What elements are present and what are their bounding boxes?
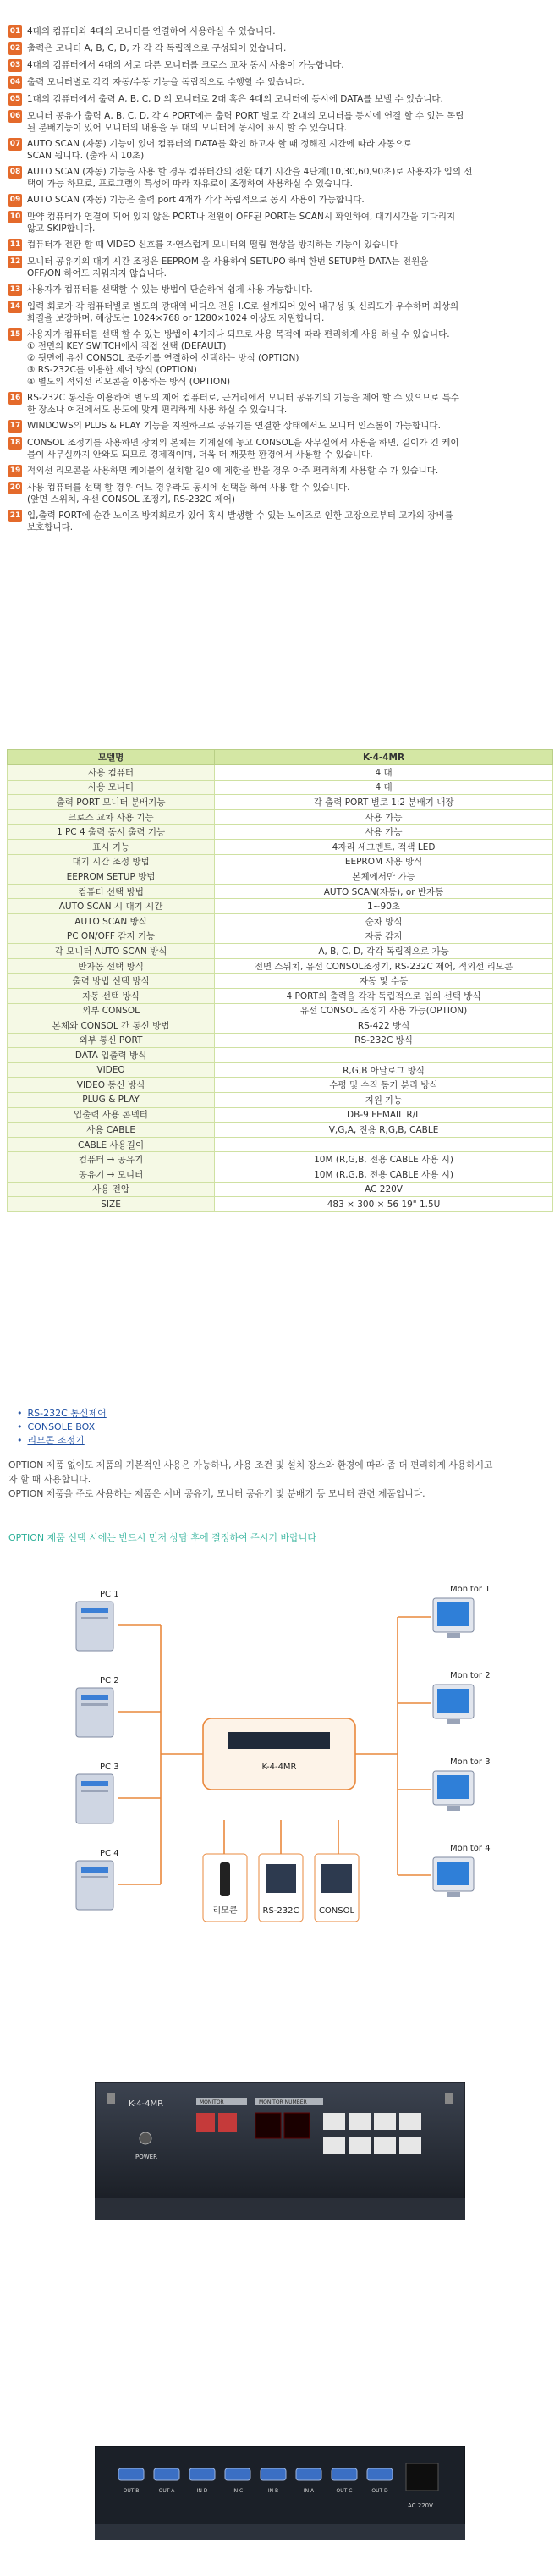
pc-2-icon xyxy=(76,1688,113,1737)
spec-row xyxy=(8,944,553,959)
back-power-label: AC 220V xyxy=(408,2502,433,2509)
monitor-3-label: Monitor 3 xyxy=(450,1757,491,1767)
front-switch[interactable] xyxy=(399,2137,421,2154)
spec-value: 4 대 xyxy=(215,780,553,795)
spec-value: 순차 방식 xyxy=(215,913,553,929)
spec-key: PC ON/OFF 감지 기능 xyxy=(8,929,215,944)
feature-item xyxy=(8,392,550,416)
desc-line: OPTION 제품을 주로 사용하는 제품은 서버 공유기, 모니터 공유기 및 분배기 등 모니터 관련 제품입니다. xyxy=(8,1488,425,1499)
panel-label-number-text: MONITOR NUMBER xyxy=(259,2099,307,2105)
feature-number-badge: 05 xyxy=(8,93,22,106)
remote-icon xyxy=(220,1862,230,1896)
spec-value: 10M (R,G,B, 전용 CABLE 사용 시) xyxy=(215,1167,553,1183)
spec-key: 출력 방법 선택 방식 xyxy=(8,974,215,989)
spec-value: 4자리 세그멘트, 적색 LED xyxy=(215,839,553,854)
pc-1-label: PC 1 xyxy=(100,1590,119,1599)
front-switch[interactable] xyxy=(218,2113,237,2132)
feature-item xyxy=(8,138,550,162)
feature-text: 적외선 리모콘을 사용하면 케이블의 설치할 길이에 제한을 받을 경우 아주 편리하게 사용할 수 가 있습니다. xyxy=(27,466,439,476)
spec-header-value: K-4-4MR xyxy=(215,750,553,765)
db-port xyxy=(154,2468,179,2480)
spec-key: 크로스 교차 사용 기능 xyxy=(8,809,215,825)
option-item xyxy=(17,1420,107,1434)
spec-row xyxy=(8,929,553,944)
feature-text: 1대의 컴퓨터에서 출력 A, B, C, D 의 모니터로 2대 혹은 4대의 모니터에 동시에 DATA를 보낼 수 있습니다. xyxy=(27,94,443,104)
option-list xyxy=(17,1407,107,1448)
feature-item xyxy=(8,110,550,134)
spec-row xyxy=(8,1078,553,1093)
front-switch[interactable] xyxy=(374,2137,396,2154)
feature-text: 컴퓨터가 전환 할 때 VIDEO 신호를 자연스럽게 모니터의 떨림 현상을 방지하는 기능이 있습니다 xyxy=(27,240,398,250)
spec-row xyxy=(8,765,553,781)
device-label: K-4-4MR xyxy=(261,1762,297,1772)
db-port-label: IN A xyxy=(303,2488,315,2494)
power-inlet xyxy=(406,2463,438,2491)
spec-value: 지원 가능 xyxy=(215,1093,553,1108)
feature-item xyxy=(8,284,550,296)
led-display xyxy=(284,2113,310,2138)
db-port-label: OUT A xyxy=(158,2488,175,2494)
feature-text: 모니터 공유가 출력 A, B, C, D, 각 4 PORT에는 출력 PORT 별로 각 2대의 모니터를 동시에 연결 할 수 있는 독립 된 분배기능이 있어 모니터의 내용을 두 대의 모니터에 동시에 표시 할 수 있습니다. xyxy=(27,111,464,133)
spec-key: 외부 통신 PORT xyxy=(8,1033,215,1048)
feature-item xyxy=(8,301,550,324)
spec-value: 본체에서만 가능 xyxy=(215,869,553,885)
feature-text: AUTO SCAN (자동) 기능은 출력 port 4개가 각각 독립적으로 동시 사용이 가능합니다. xyxy=(27,195,365,205)
feature-number-badge: 09 xyxy=(8,194,22,207)
feature-text: 출력 모니터별로 각각 자동/수동 기능을 독립적으로 수행할 수 있습니다. xyxy=(27,77,305,87)
spec-key: 1 PC 4 출력 동시 출력 기능 xyxy=(8,825,215,840)
spec-key: 대기 시간 조정 방법 xyxy=(8,854,215,869)
feature-number-badge: 08 xyxy=(8,166,22,179)
pc-3-label: PC 3 xyxy=(100,1762,119,1772)
spec-key: AUTO SCAN 시 대기 시간 xyxy=(8,899,215,914)
db-port-label: IN B xyxy=(267,2488,279,2494)
feature-item xyxy=(8,328,550,388)
front-switch[interactable] xyxy=(349,2137,371,2154)
spec-key: AUTO SCAN 방식 xyxy=(8,913,215,929)
pc-1-icon xyxy=(76,1602,113,1651)
feature-item xyxy=(8,420,550,433)
spec-value: 전면 스위치, 유선 CONSOL조정기, RS-232C 제어, 적외선 리모콘 xyxy=(215,958,553,974)
spec-value: 사용 가능 xyxy=(215,809,553,825)
option-link-rs232c[interactable]: RS-232C 통신제어 xyxy=(27,1408,107,1419)
spec-key: 공유기 → 모니터 xyxy=(8,1167,215,1183)
feature-item xyxy=(8,211,550,234)
spec-value: 각 출력 PORT 별로 1:2 분배기 내장 xyxy=(215,795,553,810)
spec-row xyxy=(8,1048,553,1063)
device-front-photo xyxy=(95,2074,465,2230)
feature-text: 4대의 컴퓨터에서 4대의 서로 다른 모니터를 크로스 교차 동시 사용이 가능합니다. xyxy=(27,60,344,70)
feature-text: 사용자가 컴퓨터를 선택할 수 있는 방법이 단순하여 쉽게 사용 가능합니다. xyxy=(27,284,313,295)
spec-row xyxy=(8,958,553,974)
option-description xyxy=(8,1458,550,1501)
db-port xyxy=(118,2468,144,2480)
option-item xyxy=(17,1434,107,1448)
feature-text: WINDOWS의 PLUS & PLAY 기능을 지원하므로 공유기를 연결한 상태에서도 모니터 인스톨이 가능합니다. xyxy=(27,421,441,431)
front-switch[interactable] xyxy=(323,2137,345,2154)
spec-key: 컴퓨터 → 공유기 xyxy=(8,1152,215,1167)
spec-row xyxy=(8,1137,553,1152)
monitor-3-icon xyxy=(433,1771,474,1811)
pc-2-label: PC 2 xyxy=(100,1676,119,1685)
feature-number-badge: 06 xyxy=(8,110,22,123)
pc-4-label: PC 4 xyxy=(100,1849,119,1858)
spec-key: VIDEO 동신 방식 xyxy=(8,1078,215,1093)
spec-key: 사용 전압 xyxy=(8,1182,215,1197)
feature-number-badge: 20 xyxy=(8,482,22,494)
feature-text: AUTO SCAN (자동) 기능을 사용 할 경우 컴퓨터간의 전환 대기 시간을 4단계(10,30,60,90초)로 사용자가 임의 선 택이 가능 하므로, 프로그램의 특성에 따라 자유로이 조정하여 사용하실 수 있습니다. xyxy=(27,167,473,189)
feature-number-badge: 17 xyxy=(8,420,22,433)
db-port xyxy=(261,2468,286,2480)
spec-key: SIZE xyxy=(8,1197,215,1212)
spec-table xyxy=(7,749,553,1212)
rs232c-icon xyxy=(266,1864,296,1893)
monitor-1-icon xyxy=(433,1598,474,1638)
db-port xyxy=(296,2468,321,2480)
spec-row xyxy=(8,884,553,899)
spec-value: EEPROM 사용 방식 xyxy=(215,854,553,869)
device-box xyxy=(203,1718,355,1790)
feature-text: 입,출력 PORT에 순간 노이즈 방지회로가 있어 혹시 발생할 수 있는 노이즈로 인한 고장으로부터 고가의 장비를 보호합니다. xyxy=(27,510,453,532)
consol-label: CONSOL xyxy=(318,1906,355,1916)
feature-number-badge: 19 xyxy=(8,465,22,477)
pc-4-icon xyxy=(76,1861,113,1910)
panel-label-monitor-text: MONITOR xyxy=(200,2099,224,2105)
spec-key: DATA 입출력 방식 xyxy=(8,1048,215,1063)
option-link-console-box[interactable]: CONSOLE BOX xyxy=(27,1421,96,1432)
spec-key: PLUG & PLAY xyxy=(8,1093,215,1108)
spec-row xyxy=(8,1123,553,1138)
front-switch[interactable] xyxy=(399,2113,421,2130)
monitor-4-icon xyxy=(433,1857,474,1897)
spec-row xyxy=(8,1167,553,1183)
spec-row xyxy=(8,854,553,869)
device-back-photo xyxy=(95,2430,465,2557)
feature-item xyxy=(8,482,550,505)
spec-row xyxy=(8,1197,553,1212)
feature-text: AUTO SCAN (자동) 기능이 있어 컴퓨터의 DATA를 확인 하고자 할 때 정해진 시간에 따라 자동으로 SCAN 됩니다. (출하 시 10초) xyxy=(27,139,412,161)
feature-item xyxy=(8,25,550,38)
feature-item xyxy=(8,76,550,89)
spec-value: 자동 감지 xyxy=(215,929,553,944)
feature-number-badge: 10 xyxy=(8,211,22,223)
monitor-2-label: Monitor 2 xyxy=(450,1671,491,1680)
db-port xyxy=(225,2468,250,2480)
spec-value: 유선 CONSOL 조정기 사용 가능(OPTION) xyxy=(215,1003,553,1018)
spec-key: 사용 컴퓨터 xyxy=(8,765,215,781)
spec-key: CABLE 사용길이 xyxy=(8,1137,215,1152)
spec-value: 1~90초 xyxy=(215,899,553,914)
spec-table-header xyxy=(8,750,553,765)
feature-number-badge: 21 xyxy=(8,510,22,522)
remote-label: 리모콘 xyxy=(212,1906,238,1916)
spec-row xyxy=(8,809,553,825)
consol-icon xyxy=(321,1864,352,1893)
db-port-label: OUT D xyxy=(371,2488,388,2494)
spec-value: AUTO SCAN(자동), or 반자동 xyxy=(215,884,553,899)
spec-row xyxy=(8,825,553,840)
spec-key: 각 모니터 AUTO SCAN 방식 xyxy=(8,944,215,959)
spec-key: 사용 CABLE xyxy=(8,1123,215,1138)
feature-text: 모니터 공유기의 대기 시간 조정은 EEPROM 을 사용하여 SETUPO 하며 한번 SETUP한 DATA는 전원을 OFF/ON 하여도 지워지지 않습니다. xyxy=(27,256,429,279)
db-port-label: OUT C xyxy=(336,2488,353,2494)
spec-value xyxy=(215,1137,553,1152)
feature-text: RS-232C 통신을 이용하여 별도의 제어 컴퓨터로, 근거리에서 모니터 공유기의 기능을 제어 할 수 있으므로 특수 한 장소나 여건에서도 용도에 맞게 편리하게 사용 하실 수 있습니다. xyxy=(27,393,460,415)
monitor-1-label: Monitor 1 xyxy=(450,1585,491,1594)
spec-value: 4 PORT의 출력을 각각 독립적으로 임의 선택 방식 xyxy=(215,988,553,1003)
feature-text: 사용자가 컴퓨터를 선택 할 수 있는 방법이 4가지나 되므로 사용 목적에 따라 편리하게 사용 하실 수 있습니다. ① 전면의 KEY SWITCH에서 직접 선택 (DEFAULT) ② 뒷면에 유선 CONSOL 조종기를 연결하여 선택하는 방식 (OPTION) ③ RS-232C를 이용한 제어 방식 (OPTION) ④ 별도의 적외선 리모콘을 이용하는 방식 (OPTION) xyxy=(27,329,450,387)
db-port-label: IN C xyxy=(232,2488,244,2494)
spec-key: 외부 CONSOL xyxy=(8,1003,215,1018)
spec-value: 사용 가능 xyxy=(215,825,553,840)
rs232c-label: RS-232C xyxy=(262,1906,299,1916)
desc-line: OPTION 제품 없이도 제품의 기본적인 사용은 가능하나, 사용 조건 및 설치 장소와 환경에 따라 좀 더 편리하게 사용하시고 xyxy=(8,1459,493,1470)
monitor-2-icon xyxy=(433,1685,474,1724)
option-item xyxy=(17,1407,107,1420)
spec-row xyxy=(8,1018,553,1034)
spec-key: 자동 선택 방식 xyxy=(8,988,215,1003)
feature-item xyxy=(8,256,550,279)
spec-row xyxy=(8,780,553,795)
pc-3-icon xyxy=(76,1774,113,1823)
spec-value: 483 × 300 × 56 19" 1.5U xyxy=(215,1197,553,1212)
feature-text: 입력 회로가 각 컴퓨터별로 별도의 광대역 비디오 전용 I.C로 설계되어 있어 내구성 및 신뢰도가 우수하며 최상의 화질을 보장하며, 해상도는 1024×768 or 1280×1024 이상도 지원합니다. xyxy=(27,301,459,323)
spec-value: R,G,B 아날로그 방식 xyxy=(215,1062,553,1078)
spec-key: 컴퓨터 선택 방법 xyxy=(8,884,215,899)
spec-key: 입출력 사용 콘넥터 xyxy=(8,1107,215,1123)
front-switch[interactable] xyxy=(349,2113,371,2130)
device-front-model: K-4-4MR xyxy=(129,2099,164,2109)
device-back-base xyxy=(95,2524,465,2540)
feature-number-badge: 12 xyxy=(8,256,22,268)
spec-key: VIDEO xyxy=(8,1062,215,1078)
spec-value: V,G,A, 전용 R,G,B, CABLE xyxy=(215,1123,553,1138)
spec-value: DB-9 FEMAIL R/L xyxy=(215,1107,553,1123)
spec-row xyxy=(8,913,553,929)
db-port-label: OUT B xyxy=(123,2488,140,2494)
desc-line: 자 할 때 사용합니다. xyxy=(8,1474,91,1485)
spec-row xyxy=(8,1093,553,1108)
spec-value: 자동 및 수동 xyxy=(215,974,553,989)
power-label: POWER xyxy=(135,2154,157,2160)
front-switch[interactable] xyxy=(196,2113,215,2132)
feature-number-badge: 01 xyxy=(8,25,22,38)
led-display xyxy=(255,2113,281,2138)
spec-row xyxy=(8,1152,553,1167)
feature-text: 출력은 모니터 A, B, C, D, 가 각 각 독립적으로 구성되어 있습니다. xyxy=(27,43,287,53)
feature-number-badge: 04 xyxy=(8,76,22,89)
feature-number-badge: 07 xyxy=(8,138,22,151)
feature-item xyxy=(8,239,550,251)
feature-text: 사용 컴퓨터를 선택 할 경우 어느 경우라도 동시에 선택을 하여 사용 할 수 있습니다. (앞면 스위치, 유선 CONSOL 조정기, RS-232C 제어) xyxy=(27,483,350,505)
connection-diagram xyxy=(0,1566,560,2006)
feature-number-badge: 13 xyxy=(8,284,22,296)
db-port xyxy=(332,2468,357,2480)
spec-value: RS-422 방식 xyxy=(215,1018,553,1034)
rack-ear-right xyxy=(445,2093,453,2104)
spec-row xyxy=(8,839,553,854)
option-link-remote[interactable]: 리모콘 조정기 xyxy=(27,1435,85,1446)
feature-item xyxy=(8,437,550,461)
spec-row xyxy=(8,1003,553,1018)
feature-number-badge: 03 xyxy=(8,59,22,72)
option-note: OPTION 제품 선택 시에는 반드시 먼저 상담 후에 결정하여 주시기 바랍니다 xyxy=(8,1532,317,1543)
spec-key: 사용 모니터 xyxy=(8,780,215,795)
db-port xyxy=(367,2468,393,2480)
device-front-base xyxy=(95,2198,465,2220)
feature-number-badge: 16 xyxy=(8,392,22,405)
front-switch[interactable] xyxy=(374,2113,396,2130)
feature-number-badge: 02 xyxy=(8,42,22,55)
spec-row xyxy=(8,1033,553,1048)
feature-item xyxy=(8,465,550,477)
spec-key: EEPROM SETUP 방법 xyxy=(8,869,215,885)
spec-row xyxy=(8,795,553,810)
spec-header-key: 모델명 xyxy=(8,750,215,765)
spec-value: 수평 및 수직 동기 분리 방식 xyxy=(215,1078,553,1093)
feature-item xyxy=(8,166,550,190)
spec-row xyxy=(8,1062,553,1078)
feature-list xyxy=(8,25,550,538)
spec-value xyxy=(215,1048,553,1063)
feature-number-badge: 14 xyxy=(8,301,22,313)
feature-item xyxy=(8,194,550,207)
spec-key: 본체와 CONSOL 간 통신 방법 xyxy=(8,1018,215,1034)
spec-key: 반자동 선택 방식 xyxy=(8,958,215,974)
feature-text: CONSOL 조정기를 사용하면 장치의 본체는 기계실에 놓고 CONSOL을 사무실에서 사용을 하면, 길이가 긴 케이 블이 사무실까지 안와도 되므로 경제적이며, 더욱 더 깨끗한 환경에서 사용할 수 있습니다. xyxy=(27,438,459,460)
spec-row xyxy=(8,988,553,1003)
device-illustration xyxy=(228,1732,330,1749)
spec-value: RS-232C 방식 xyxy=(215,1033,553,1048)
spec-row xyxy=(8,1107,553,1123)
feature-number-badge: 18 xyxy=(8,437,22,450)
monitor-4-label: Monitor 4 xyxy=(450,1844,491,1853)
spec-key: 출력 PORT 모니터 분배기능 xyxy=(8,795,215,810)
spec-value: 10M (R,G,B, 전용 CABLE 사용 시) xyxy=(215,1152,553,1167)
feature-item xyxy=(8,510,550,533)
db-port-label: IN D xyxy=(196,2488,208,2494)
rack-ear-left xyxy=(107,2093,115,2104)
feature-item xyxy=(8,59,550,72)
spec-row xyxy=(8,869,553,885)
feature-number-badge: 11 xyxy=(8,239,22,251)
spec-row xyxy=(8,1182,553,1197)
power-button[interactable] xyxy=(140,2132,151,2144)
spec-key: 표시 기능 xyxy=(8,839,215,854)
spec-value: AC 220V xyxy=(215,1182,553,1197)
feature-number-badge: 15 xyxy=(8,328,22,341)
feature-item xyxy=(8,42,550,55)
spec-row xyxy=(8,974,553,989)
front-switch[interactable] xyxy=(323,2113,345,2130)
db-port xyxy=(189,2468,215,2480)
spec-row xyxy=(8,899,553,914)
spec-value: A, B, C, D, 각각 독립적으로 가능 xyxy=(215,944,553,959)
feature-text: 만약 컴퓨터가 연결이 되어 있지 않은 PORT나 전원이 OFF된 PORT는 SCAN시 확인하여, 대기시간을 기다리지 않고 SKIP합니다. xyxy=(27,212,456,234)
feature-text: 4대의 컴퓨터와 4대의 모니터를 연결하여 사용하실 수 있습니다. xyxy=(27,26,276,36)
spec-value: 4 대 xyxy=(215,765,553,781)
feature-item xyxy=(8,93,550,106)
